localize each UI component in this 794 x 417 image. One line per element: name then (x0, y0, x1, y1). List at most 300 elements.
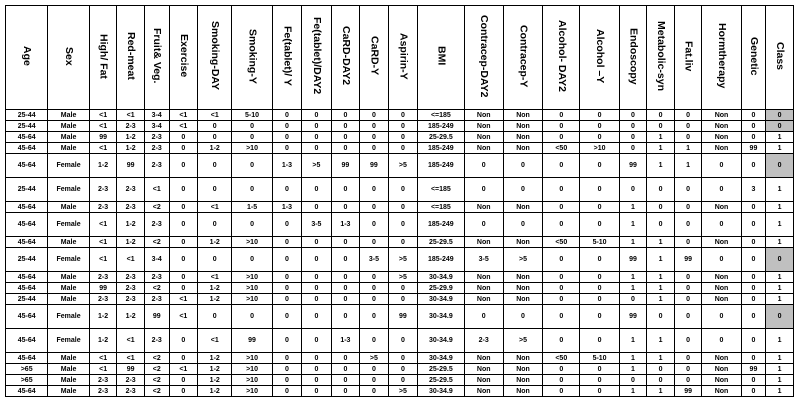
table-cell: 0 (272, 178, 301, 202)
table-cell: 2-3 (117, 386, 145, 397)
table-cell: 0 (302, 294, 331, 305)
table-cell: 0 (674, 202, 702, 213)
table-cell: 2-3 (89, 272, 117, 283)
table-cell: 0 (741, 329, 766, 353)
table-cell: 0 (388, 237, 417, 248)
table-cell: 0 (741, 110, 766, 121)
column-header (674, 6, 702, 110)
table-cell: 0 (360, 202, 389, 213)
table-cell: 0 (388, 375, 417, 386)
table-cell: 2-3 (144, 272, 169, 283)
class-cell: 0 (766, 110, 794, 121)
table-cell: >10 (232, 294, 272, 305)
table-cell: Non (702, 364, 741, 375)
table-body (6, 110, 794, 397)
table-cell: <1 (144, 178, 169, 202)
table-cell: 1 (647, 132, 675, 143)
table-cell: 0 (198, 213, 232, 237)
table-cell: <=185 (418, 178, 464, 202)
table-cell: 0 (360, 121, 389, 132)
table-cell: 0 (741, 248, 766, 272)
column-header-label: BMI (435, 46, 448, 66)
table-cell: 1 (647, 248, 675, 272)
table-cell: 0 (302, 132, 331, 143)
table-cell: 0 (360, 364, 389, 375)
table-cell: Non (503, 110, 542, 121)
table-cell: 2-3 (89, 375, 117, 386)
table-cell: 0 (272, 121, 301, 132)
class-cell: 1 (766, 375, 794, 386)
table-cell: 0 (388, 294, 417, 305)
table-cell: Non (464, 386, 503, 397)
table-cell: 0 (702, 329, 741, 353)
table-cell: 0 (674, 305, 702, 329)
table-cell: 0 (331, 121, 360, 132)
table-cell: 0 (198, 305, 232, 329)
table-cell: Female (48, 329, 90, 353)
table-cell: 1-3 (331, 329, 360, 353)
table-cell: 0 (331, 202, 360, 213)
column-header-label: CaRD-DAY2 (339, 26, 352, 86)
table-cell: >5 (503, 329, 542, 353)
table-cell: Non (464, 364, 503, 375)
table-cell: 0 (272, 305, 301, 329)
header-row (6, 6, 794, 110)
column-header (48, 6, 90, 110)
table-cell: 1-2 (198, 143, 232, 154)
table-cell: 0 (580, 202, 619, 213)
table-cell: 25-29.5 (418, 132, 464, 143)
table-cell: 1-3 (272, 202, 301, 213)
table-cell: 99 (117, 364, 145, 375)
table-cell: <1 (89, 248, 117, 272)
column-header-label: Endoscopy (627, 27, 640, 85)
table-cell: 1-2 (198, 364, 232, 375)
table-cell: 0 (464, 154, 503, 178)
column-header-label: Hormtherapy (716, 23, 728, 89)
table-cell: 0 (543, 329, 580, 353)
table-cell: 0 (674, 121, 702, 132)
table-cell: Non (702, 353, 741, 364)
table-cell: 1-2 (117, 237, 145, 248)
table-cell: 3-5 (464, 248, 503, 272)
table-row (6, 202, 794, 213)
table-cell: Non (503, 364, 542, 375)
table-cell: Male (48, 121, 90, 132)
table-cell: 2-3 (89, 178, 117, 202)
column-header-label: Fat.liv (682, 40, 695, 72)
table-cell: 0 (272, 110, 301, 121)
table-cell: 45-64 (6, 329, 48, 353)
table-cell: 99 (360, 154, 389, 178)
table-cell: <2 (144, 364, 169, 375)
table-cell: 5-10 (580, 353, 619, 364)
table-cell: 0 (302, 375, 331, 386)
table-cell: >5 (302, 154, 331, 178)
table-cell: 0 (580, 305, 619, 329)
table-cell: 1-3 (272, 154, 301, 178)
table-cell: 0 (647, 364, 675, 375)
table-cell: 45-64 (6, 213, 48, 237)
table-cell: 0 (619, 110, 647, 121)
table-cell: 0 (674, 132, 702, 143)
table-cell: 0 (302, 248, 331, 272)
table-cell: 45-64 (6, 305, 48, 329)
table-cell: Non (702, 202, 741, 213)
table-cell: Non (503, 283, 542, 294)
column-header-label: Alcohol- DAY2 (555, 20, 568, 92)
table-cell: 0 (388, 213, 417, 237)
table-cell: 25-44 (6, 121, 48, 132)
table-cell: 0 (331, 375, 360, 386)
table-cell: 2-3 (144, 132, 169, 143)
class-cell: 1 (766, 237, 794, 248)
table-cell: 0 (619, 132, 647, 143)
table-row (6, 237, 794, 248)
table-cell: 0 (580, 386, 619, 397)
table-cell: 0 (580, 294, 619, 305)
table-cell: 0 (580, 121, 619, 132)
column-header (702, 6, 741, 110)
table-cell: 0 (232, 178, 272, 202)
table-row (6, 375, 794, 386)
table-cell: 0 (702, 305, 741, 329)
table-cell: 2-3 (144, 213, 169, 237)
table-cell: 0 (388, 283, 417, 294)
table-cell: 0 (580, 272, 619, 283)
table-cell: 0 (674, 272, 702, 283)
table-row (6, 386, 794, 397)
table-cell: 3-4 (144, 110, 169, 121)
table-cell: 0 (647, 178, 675, 202)
table-cell: 1 (647, 329, 675, 353)
table-cell: 0 (543, 375, 580, 386)
table-cell: 30-34.9 (418, 294, 464, 305)
table-cell: Non (503, 353, 542, 364)
table-cell: 0 (543, 248, 580, 272)
table-cell: Female (48, 305, 90, 329)
table-row (6, 132, 794, 143)
table-cell: 2-3 (117, 272, 145, 283)
table-cell: 0 (388, 110, 417, 121)
column-header (331, 6, 360, 110)
table-cell: 0 (580, 364, 619, 375)
table-cell: 45-64 (6, 283, 48, 294)
column-header (543, 6, 580, 110)
column-header-label: Smoking-DAY (209, 21, 222, 91)
table-cell: 2-3 (89, 294, 117, 305)
table-cell: 0 (272, 375, 301, 386)
table-cell: 1 (619, 329, 647, 353)
table-cell: <1 (169, 110, 198, 121)
table-cell: 0 (619, 294, 647, 305)
table-cell: 0 (580, 248, 619, 272)
table-cell: 25-29.9 (418, 283, 464, 294)
table-cell: 0 (302, 305, 331, 329)
table-cell: 0 (169, 154, 198, 178)
table-cell: 0 (388, 143, 417, 154)
class-cell: 1 (766, 213, 794, 237)
table-cell: 0 (169, 283, 198, 294)
table-cell: 0 (580, 329, 619, 353)
table-cell: 0 (580, 213, 619, 237)
table-cell: 0 (543, 294, 580, 305)
table-cell: 2-3 (117, 121, 145, 132)
table-cell: Non (464, 202, 503, 213)
table-cell: 0 (741, 283, 766, 294)
table-cell: <1 (169, 121, 198, 132)
column-header (6, 6, 48, 110)
table-cell: 0 (580, 110, 619, 121)
table-cell: 0 (543, 132, 580, 143)
table-cell: <1 (117, 110, 145, 121)
table-row (6, 329, 794, 353)
table-cell: 0 (543, 272, 580, 283)
table-cell: 0 (232, 132, 272, 143)
class-cell: 0 (766, 154, 794, 178)
table-cell: 0 (741, 272, 766, 283)
table-cell: Non (702, 272, 741, 283)
table-cell: 30-34.9 (418, 305, 464, 329)
table-cell: 1 (647, 272, 675, 283)
table-row (6, 272, 794, 283)
table-cell: Female (48, 248, 90, 272)
table-cell: 0 (198, 248, 232, 272)
table-cell: 0 (464, 213, 503, 237)
table-cell: <50 (543, 237, 580, 248)
table-cell: 0 (503, 178, 542, 202)
table-cell: 3-4 (144, 248, 169, 272)
table-cell: 2-3 (144, 294, 169, 305)
table-cell: 0 (741, 294, 766, 305)
table-cell: 0 (388, 353, 417, 364)
table-row (6, 248, 794, 272)
table-cell: 0 (272, 364, 301, 375)
table-cell: 0 (647, 110, 675, 121)
table-cell: <1 (89, 213, 117, 237)
table-cell: >65 (6, 375, 48, 386)
table-cell: Non (464, 294, 503, 305)
table-cell: 0 (741, 154, 766, 178)
table-cell: >10 (580, 143, 619, 154)
table-cell: 0 (647, 375, 675, 386)
table-cell: 0 (302, 143, 331, 154)
table-cell: <2 (144, 237, 169, 248)
class-cell: 1 (766, 364, 794, 375)
table-cell: 0 (169, 375, 198, 386)
table-cell: 0 (503, 305, 542, 329)
column-header-label: CaRD-Y (368, 36, 381, 76)
table-cell: <1 (117, 248, 145, 272)
table-cell: 0 (702, 213, 741, 237)
table-cell: 0 (388, 202, 417, 213)
column-header-label: Genetic (747, 36, 760, 76)
table-row (6, 364, 794, 375)
class-cell: 1 (766, 272, 794, 283)
table-cell: 0 (360, 329, 389, 353)
table-cell: Female (48, 154, 90, 178)
table-cell: 0 (169, 237, 198, 248)
column-header-label: Contracep-DAY2 (478, 14, 491, 98)
table-cell: 3-4 (144, 121, 169, 132)
table-cell: 1 (619, 213, 647, 237)
table-cell: 2-3 (89, 202, 117, 213)
table-cell: 99 (89, 283, 117, 294)
table-cell: 25-44 (6, 110, 48, 121)
table-cell: 0 (388, 329, 417, 353)
table-cell: 0 (272, 353, 301, 364)
table-cell: 0 (674, 213, 702, 237)
table-cell: 0 (580, 178, 619, 202)
table-cell: Non (503, 121, 542, 132)
table-cell: 2-3 (117, 283, 145, 294)
table-cell: Non (702, 375, 741, 386)
table-cell: 0 (543, 202, 580, 213)
table-cell: 0 (272, 237, 301, 248)
column-header (232, 6, 272, 110)
table-row (6, 143, 794, 154)
class-cell: 1 (766, 386, 794, 397)
table-cell: 0 (741, 353, 766, 364)
table-cell: <1 (169, 364, 198, 375)
table-cell: 0 (302, 386, 331, 397)
table-cell: <1 (198, 110, 232, 121)
table-cell: 0 (543, 305, 580, 329)
table-cell: 99 (741, 364, 766, 375)
table-cell: 0 (169, 132, 198, 143)
column-header (418, 6, 464, 110)
table-cell: <=185 (418, 110, 464, 121)
table-cell: 25-44 (6, 178, 48, 202)
table-cell: Non (464, 375, 503, 386)
table-cell: 0 (388, 364, 417, 375)
table-cell: 0 (272, 294, 301, 305)
table-cell: >5 (388, 248, 417, 272)
table-cell: 0 (198, 178, 232, 202)
table-cell: 0 (543, 386, 580, 397)
table-cell: 0 (580, 132, 619, 143)
table-cell: 25-29.5 (418, 237, 464, 248)
table-cell: >10 (232, 237, 272, 248)
table-cell: 0 (360, 386, 389, 397)
table-cell: Non (702, 283, 741, 294)
table-cell: 99 (144, 305, 169, 329)
table-cell: 0 (272, 132, 301, 143)
table-cell: 0 (198, 154, 232, 178)
table-cell: Non (503, 272, 542, 283)
table-cell: 30-34.9 (418, 353, 464, 364)
table-cell: 0 (503, 213, 542, 237)
table-cell: 2-3 (117, 294, 145, 305)
column-header-label: Contracep-Y (517, 24, 530, 88)
table-cell: <1 (117, 329, 145, 353)
table-cell: 0 (647, 213, 675, 237)
column-header-label: Age (21, 46, 34, 66)
table-cell: 0 (272, 213, 301, 237)
table-cell: <1 (117, 353, 145, 364)
table-cell: 0 (674, 283, 702, 294)
table-cell: 45-64 (6, 386, 48, 397)
table-cell: 1 (619, 364, 647, 375)
table-cell: Non (464, 237, 503, 248)
table-cell: 1 (619, 237, 647, 248)
table-cell: 0 (647, 305, 675, 329)
table-cell: 0 (360, 110, 389, 121)
table-cell: 0 (169, 386, 198, 397)
table-cell: 0 (331, 353, 360, 364)
column-header-label: Sex (63, 46, 76, 66)
table-cell: Male (48, 375, 90, 386)
table-cell: 0 (360, 375, 389, 386)
class-cell: 1 (766, 132, 794, 143)
table-cell: 1 (647, 353, 675, 364)
table-cell: 25-44 (6, 294, 48, 305)
class-cell: 1 (766, 178, 794, 202)
table-cell: 0 (360, 237, 389, 248)
table-cell: 0 (302, 329, 331, 353)
table-cell: 2-3 (117, 202, 145, 213)
table-cell: 25-44 (6, 248, 48, 272)
table-cell: 5-10 (232, 110, 272, 121)
table-cell: Non (702, 294, 741, 305)
table-cell: 0 (647, 121, 675, 132)
table-cell: 0 (169, 213, 198, 237)
table-cell: <1 (89, 110, 117, 121)
table-cell: 0 (169, 353, 198, 364)
table-cell: 1 (647, 386, 675, 397)
table-cell: 2-3 (89, 386, 117, 397)
table-cell: Male (48, 110, 90, 121)
table-cell: 0 (302, 283, 331, 294)
table-cell: 2-3 (144, 143, 169, 154)
table-cell: 0 (702, 178, 741, 202)
table-cell: 0 (331, 132, 360, 143)
table-cell: 1 (619, 202, 647, 213)
table-cell: 0 (741, 237, 766, 248)
column-header-label: Aspirin-Y (397, 32, 410, 80)
column-header (388, 6, 417, 110)
table-cell: 0 (331, 386, 360, 397)
table-cell: 99 (117, 154, 145, 178)
table-cell: 0 (198, 132, 232, 143)
table-cell: 1-2 (117, 305, 145, 329)
table-cell: Male (48, 364, 90, 375)
table-cell: <2 (144, 375, 169, 386)
table-cell: Male (48, 294, 90, 305)
table-cell: 1-2 (89, 154, 117, 178)
column-header (169, 6, 198, 110)
table-cell: 0 (580, 375, 619, 386)
table-cell: Non (503, 132, 542, 143)
table-cell: >10 (232, 353, 272, 364)
table-cell: 0 (360, 294, 389, 305)
column-header (302, 6, 331, 110)
table-cell: 2-3 (144, 329, 169, 353)
table-cell: 0 (331, 283, 360, 294)
table-cell: 99 (232, 329, 272, 353)
table-cell: >5 (360, 353, 389, 364)
table-cell: 1 (647, 143, 675, 154)
table-cell: 1 (674, 143, 702, 154)
table-cell: 185-249 (418, 143, 464, 154)
table-cell: <1 (89, 353, 117, 364)
table-cell: <2 (144, 283, 169, 294)
class-cell: 1 (766, 353, 794, 364)
table-cell: 99 (619, 154, 647, 178)
table-cell: <2 (144, 386, 169, 397)
table-cell: <1 (89, 237, 117, 248)
table-cell: 2-3 (464, 329, 503, 353)
